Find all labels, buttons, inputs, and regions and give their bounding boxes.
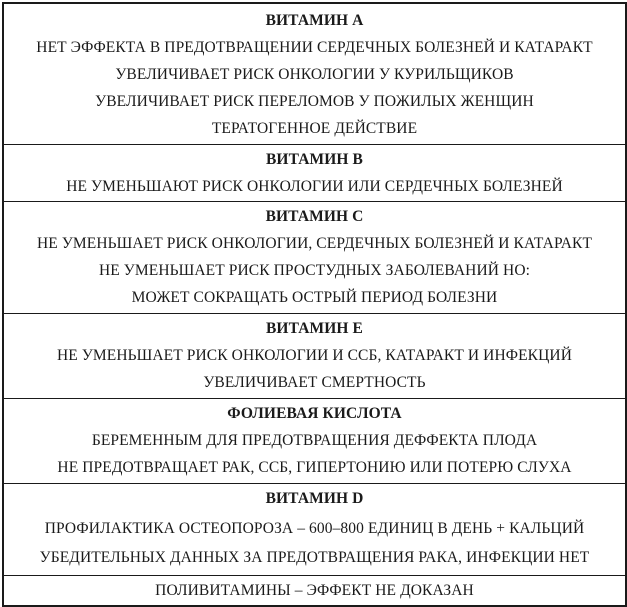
section-heading-folic-acid: ФОЛИЕВАЯ КИСЛОТА bbox=[227, 405, 402, 422]
section-line: ТЕРАТОГЕННОЕ ДЕЙСТВИЕ bbox=[211, 120, 418, 137]
section-line: МОЖЕТ СОКРАЩАТЬ ОСТРЫЙ ПЕРИОД БОЛЕЗНИ bbox=[131, 289, 498, 306]
section-divider bbox=[4, 144, 625, 145]
section-line: УБЕДИТЕЛЬНЫХ ДАННЫХ ЗА ПРЕДОТВРАЩЕНИЯ РАКА, ИНФЕКЦИИ НЕТ bbox=[39, 549, 590, 566]
section-line: НЕТ ЭФФЕКТА В ПРЕДОТВРАЩЕНИИ СЕРДЕЧНЫХ БОЛЕЗНЕЙ И КАТАРАКТ bbox=[36, 39, 593, 56]
section-line: УВЕЛИЧИВАЕТ РИСК ОНКОЛОГИИ У КУРИЛЬЩИКОВ bbox=[115, 66, 514, 83]
section-line: НЕ УМЕНЬШАЕТ РИСК ПРОСТУДНЫХ ЗАБОЛЕВАНИЙ НО: bbox=[98, 262, 531, 279]
section-line: ПРОФИЛАКТИКА ОСТЕОПОРОЗА – 600–800 ЕДИНИЦ В ДЕНЬ + КАЛЬЦИЙ bbox=[44, 520, 585, 537]
section-line: НЕ УМЕНЬШАЕТ РИСК ОНКОЛОГИИ И ССБ, КАТАРАКТ И ИНФЕКЦИЙ bbox=[56, 347, 572, 364]
multivitamins-line: ПОЛИВИТАМИНЫ – ЭФФЕКТ НЕ ДОКАЗАН bbox=[155, 582, 474, 599]
section-heading-vitamin-e: ВИТАМИН E bbox=[265, 320, 363, 337]
section-heading-vitamin-a: ВИТАМИН А bbox=[265, 12, 364, 29]
section-line: НЕ УМЕНЬШАЕТ РИСК ОНКОЛОГИИ, СЕРДЕЧНЫХ БОЛЕЗНЕЙ И КАТАРАКТ bbox=[36, 235, 593, 252]
section-heading-vitamin-d: ВИТАМИН D bbox=[265, 490, 364, 507]
vitamin-summary-table bbox=[2, 2, 627, 607]
section-heading-vitamin-c: ВИТАМИН C bbox=[265, 208, 364, 225]
section-line: УВЕЛИЧИВАЕТ РИСК ПЕРЕЛОМОВ У ПОЖИЛЫХ ЖЕНЩИН bbox=[95, 93, 534, 110]
section-divider bbox=[4, 201, 625, 202]
section-divider bbox=[4, 313, 625, 314]
section-divider bbox=[4, 575, 625, 576]
section-heading-vitamin-b: ВИТАМИН B bbox=[265, 151, 363, 168]
section-line: УВЕЛИЧИВАЕТ СМЕРТНОСТЬ bbox=[203, 374, 426, 391]
section-line: БЕРЕМЕННЫМ ДЛЯ ПРЕДОТВРАЩЕНИЯ ДЕФФЕКТА ПЛОДА bbox=[91, 432, 538, 449]
section-divider bbox=[4, 398, 625, 399]
section-line: НЕ УМЕНЬШАЮТ РИСК ОНКОЛОГИИ ИЛИ СЕРДЕЧНЫХ БОЛЕЗНЕЙ bbox=[66, 178, 563, 195]
section-line: НЕ ПРЕДОТВРАЩАЕТ РАК, ССБ, ГИПЕРТОНИЮ ИЛИ ПОТЕРЮ СЛУХА bbox=[57, 459, 572, 476]
section-divider bbox=[4, 483, 625, 484]
